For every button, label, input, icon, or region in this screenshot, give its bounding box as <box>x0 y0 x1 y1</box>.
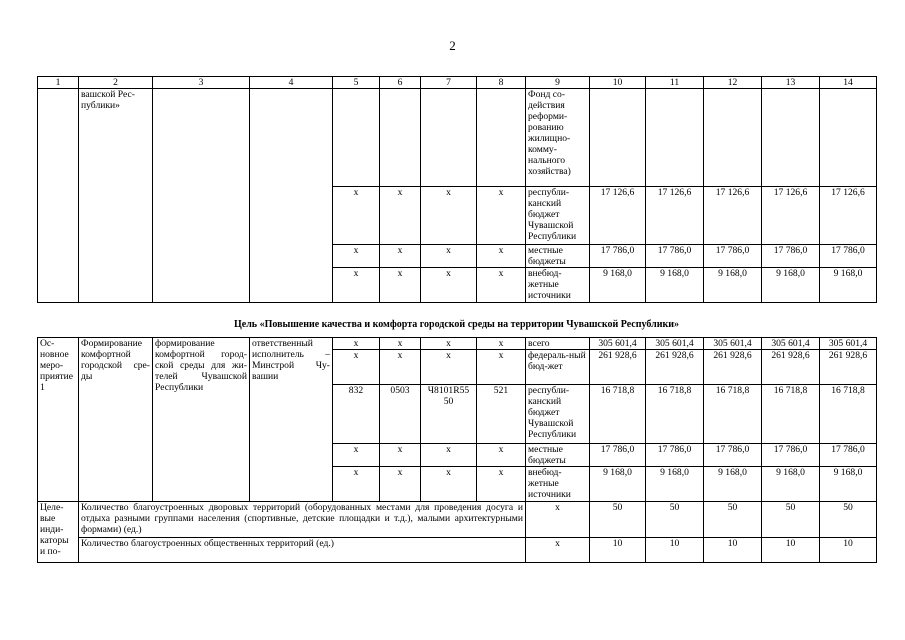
table-cell: 9 168,0 <box>704 467 762 502</box>
table-cell: 50 <box>590 502 646 538</box>
page-number: 2 <box>449 38 456 53</box>
table-cell: х <box>380 467 421 502</box>
funding-source-cell: местные бюджеты <box>526 245 590 268</box>
header-cell: 4 <box>250 77 333 89</box>
table-cell: 9 168,0 <box>762 268 820 303</box>
table-cell: 305 601,4 <box>762 338 820 350</box>
header-cell: 12 <box>704 77 762 89</box>
table-cell: 305 601,4 <box>646 338 704 350</box>
table-cell: 50 <box>820 502 877 538</box>
table-cell: 17 786,0 <box>704 245 762 268</box>
table-cell: х <box>421 187 477 245</box>
header-cell: 10 <box>590 77 646 89</box>
table-cell: 832 <box>333 385 380 444</box>
indicator-text: Количество благоустроенных общественных территорий (ед.) <box>79 538 526 563</box>
responsible-cell: ответственный исполнитель – Минстрой Чу-вашии <box>250 338 333 502</box>
table-cell: х <box>380 268 421 303</box>
table-cell: 9 168,0 <box>646 268 704 303</box>
empty-cell <box>704 89 762 187</box>
indicator-row <box>38 538 877 563</box>
header-row <box>38 77 877 89</box>
table-cell: х <box>333 338 380 350</box>
table-cell: х <box>421 268 477 303</box>
table-cell: 261 928,6 <box>590 350 646 385</box>
table-cell: 17 126,6 <box>646 187 704 245</box>
table-cell: 17 786,0 <box>590 245 646 268</box>
empty-cell <box>153 89 250 303</box>
table-cell: х <box>421 467 477 502</box>
header-cell: 13 <box>762 77 820 89</box>
empty-cell <box>646 89 704 187</box>
table-cell: 10 <box>820 538 877 563</box>
table-cell: 17 786,0 <box>646 444 704 467</box>
empty-cell <box>38 89 79 303</box>
table-cell: 10 <box>646 538 704 563</box>
measure-name-cell: Формирование комфортной городской сре-ды <box>79 338 153 502</box>
header-cell: 2 <box>79 77 153 89</box>
table-cell: 305 601,4 <box>820 338 877 350</box>
empty-cell <box>762 89 820 187</box>
funding-source-cell: федераль-ный бюд-жет <box>526 350 590 385</box>
table-cell: х <box>421 338 477 350</box>
table-cell: 9 168,0 <box>646 467 704 502</box>
table-cell: 16 718,8 <box>704 385 762 444</box>
budget-table-continued <box>37 76 877 303</box>
table-cell: 17 786,0 <box>820 444 877 467</box>
table-cell: 261 928,6 <box>704 350 762 385</box>
indicators-label: Целе-вые инди-каторы и по- <box>38 502 79 563</box>
table-cell: 305 601,4 <box>590 338 646 350</box>
table-cell: 9 168,0 <box>590 268 646 303</box>
table-cell: 17 786,0 <box>704 444 762 467</box>
table-cell: х <box>333 350 380 385</box>
measure-goal-cell: формирование комфортной город-ской среды для жи-телей Чувашской Республики <box>153 338 250 502</box>
empty-cell <box>250 89 333 303</box>
table-cell: х <box>526 538 590 563</box>
table-cell: 9 168,0 <box>762 467 820 502</box>
table-cell: Ч8101R55 50 <box>421 385 477 444</box>
table-cell: х <box>380 338 421 350</box>
table-cell: 50 <box>762 502 820 538</box>
empty-cell <box>590 89 646 187</box>
table-cell: 17 786,0 <box>762 444 820 467</box>
header-cell: 11 <box>646 77 704 89</box>
table-row <box>38 89 877 187</box>
table-cell: х <box>421 245 477 268</box>
header-cell: 3 <box>153 77 250 89</box>
table-cell: х <box>380 187 421 245</box>
empty-cell <box>820 89 877 187</box>
table-cell: 261 928,6 <box>762 350 820 385</box>
header-cell: 7 <box>421 77 477 89</box>
table-cell: х <box>477 338 526 350</box>
table-cell: 16 718,8 <box>590 385 646 444</box>
table-cell: 10 <box>762 538 820 563</box>
table-cell: х <box>333 444 380 467</box>
goal-table <box>37 337 877 563</box>
table-cell: х <box>333 467 380 502</box>
header-cell: 5 <box>333 77 380 89</box>
table-cell: 17 126,6 <box>704 187 762 245</box>
table-cell: х <box>421 350 477 385</box>
table-cell: х <box>477 444 526 467</box>
funding-source-cell: всего <box>526 338 590 350</box>
table-cell: 9 168,0 <box>820 467 877 502</box>
header-cell: 1 <box>38 77 79 89</box>
table-cell: 261 928,6 <box>820 350 877 385</box>
empty-cell <box>333 89 380 187</box>
table-cell: 17 786,0 <box>762 245 820 268</box>
measure-cell: Ос-новное меро-приятие 1 <box>38 338 79 502</box>
table-cell: х <box>333 268 380 303</box>
funding-source-cell: внебюд-жетные источники <box>526 467 590 502</box>
table-cell: 16 718,8 <box>646 385 704 444</box>
table-cell: 17 786,0 <box>820 245 877 268</box>
funding-source-cell: Фонд со-действия реформи-рованию жилищно-комму-нального хозяйства) <box>526 89 590 187</box>
table-cell: 17 126,6 <box>762 187 820 245</box>
empty-cell <box>477 89 526 187</box>
header-cell: 14 <box>820 77 877 89</box>
table-cell: х <box>477 350 526 385</box>
table-row <box>38 338 877 350</box>
table-cell: 17 786,0 <box>646 245 704 268</box>
goal-heading: Цель «Повышение качества и комфорта городской среды на территории Чувашской Республики» <box>233 319 679 330</box>
table-cell: 10 <box>590 538 646 563</box>
table-cell: х <box>477 268 526 303</box>
table-cell: 50 <box>704 502 762 538</box>
table-cell: 16 718,8 <box>762 385 820 444</box>
table-cell: 9 168,0 <box>820 268 877 303</box>
table-cell: 50 <box>646 502 704 538</box>
table-cell: х <box>333 187 380 245</box>
table-cell: 17 786,0 <box>590 444 646 467</box>
table-cell: 9 168,0 <box>704 268 762 303</box>
indicator-row <box>38 502 877 538</box>
table-cell: х <box>477 467 526 502</box>
header-cell: 6 <box>380 77 421 89</box>
table-cell: 9 168,0 <box>590 467 646 502</box>
table-cell: х <box>380 350 421 385</box>
table-cell: 17 126,6 <box>820 187 877 245</box>
funding-source-cell: республи-канский бюджет Чувашской Республики <box>526 187 590 245</box>
table-cell: 521 <box>477 385 526 444</box>
table-cell: х <box>333 245 380 268</box>
table-cell: 16 718,8 <box>820 385 877 444</box>
table-cell: 17 126,6 <box>590 187 646 245</box>
empty-cell <box>421 89 477 187</box>
table-cell: х <box>477 245 526 268</box>
table-cell: х <box>526 502 590 538</box>
table-cell: х <box>380 444 421 467</box>
header-cell: 8 <box>477 77 526 89</box>
empty-cell <box>380 89 421 187</box>
table-cell: 10 <box>704 538 762 563</box>
program-name-cell: вашской Рес-публики» <box>79 89 153 303</box>
table-cell: х <box>421 444 477 467</box>
header-cell: 9 <box>526 77 590 89</box>
table-cell: 0503 <box>380 385 421 444</box>
indicator-text: Количество благоустроенных дворовых территорий (оборудованных местами для проведения досуга и отдыха разными группами населения (спортивные, детские площадки и т.д.), малыми архитектурными формами) (ед.) <box>79 502 526 538</box>
table-cell: х <box>380 245 421 268</box>
funding-source-cell: внебюд-жетные источники <box>526 268 590 303</box>
funding-source-cell: республи-канский бюджет Чувашской Республики <box>526 385 590 444</box>
table-cell: 261 928,6 <box>646 350 704 385</box>
table-cell: х <box>477 187 526 245</box>
table-cell: 305 601,4 <box>704 338 762 350</box>
funding-source-cell: местные бюджеты <box>526 444 590 467</box>
